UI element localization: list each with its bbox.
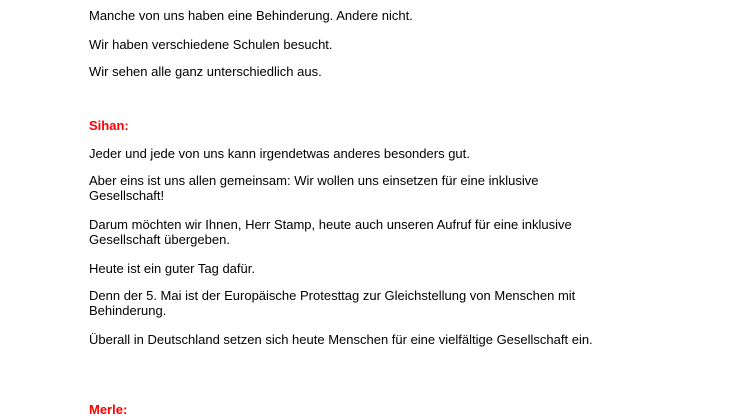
paragraph: Wir sehen alle ganz unterschiedlich aus. bbox=[89, 64, 322, 79]
paragraph: Heute ist ein guter Tag dafür. bbox=[89, 261, 255, 276]
paragraph: Überall in Deutschland setzen sich heute Menschen für eine vielfältige Gesellschaft ein. bbox=[89, 332, 593, 347]
speaker-name: Sihan: bbox=[89, 118, 129, 133]
paragraph: Denn der 5. Mai ist der Europäische Protesttag zur Gleichstellung von Menschen mit Behinderung. bbox=[89, 288, 576, 318]
paragraph: Darum möchten wir Ihnen, Herr Stamp, heute auch unseren Aufruf für eine inklusive Gesellschaft übergeben. bbox=[89, 217, 572, 247]
paragraph: Aber eins ist uns allen gemeinsam: Wir wollen uns einsetzen für eine inklusive Gesellschaft! bbox=[89, 173, 539, 203]
speaker-name: Merle: bbox=[89, 402, 128, 417]
paragraph: Manche von uns haben eine Behinderung. Andere nicht. bbox=[89, 8, 413, 23]
paragraph: Jeder und jede von uns kann irgendetwas anderes besonders gut. bbox=[89, 146, 470, 161]
paragraph: Wir haben verschiedene Schulen besucht. bbox=[89, 37, 333, 52]
